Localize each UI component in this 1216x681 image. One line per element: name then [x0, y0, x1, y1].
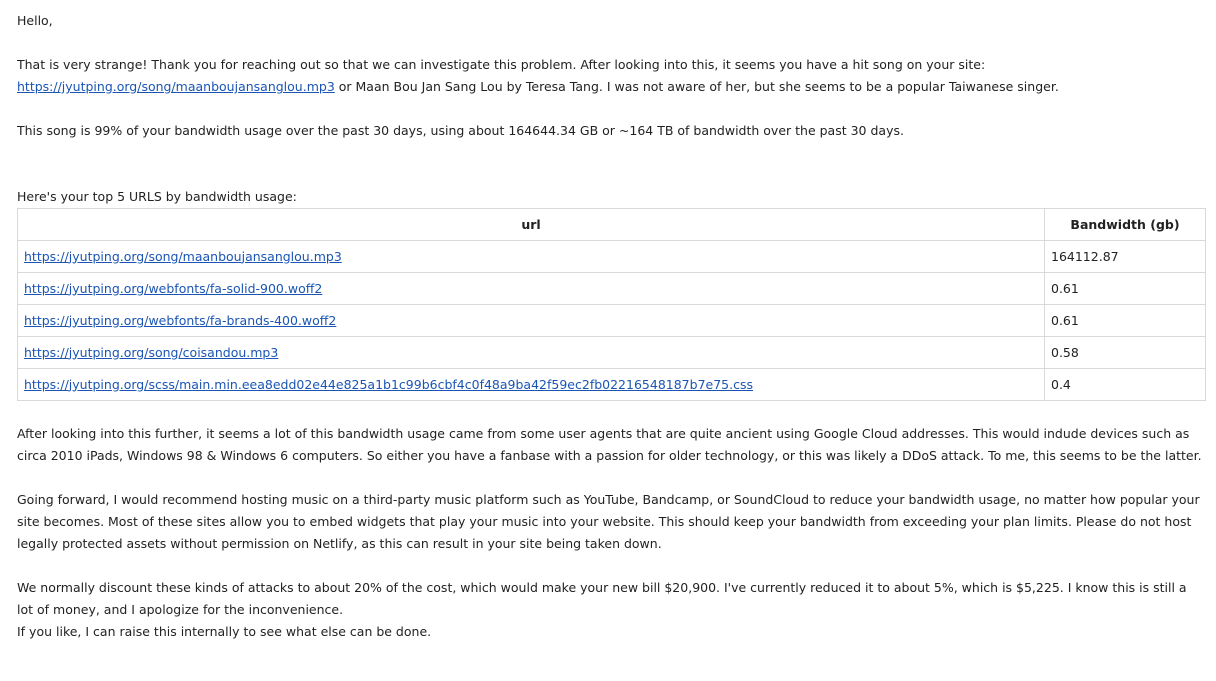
paragraph-intro — [17, 54, 1205, 98]
column-header-url: url — [18, 209, 1045, 241]
table-row — [18, 369, 1206, 401]
bandwidth-table — [17, 208, 1206, 401]
song-link[interactable]: https://jyutping.org/song/maanboujansanglou.mp3 — [17, 79, 335, 94]
url-link[interactable]: https://jyutping.org/song/maanboujansanglou.mp3 — [24, 248, 342, 264]
url-link[interactable]: https://jyutping.org/song/coisandou.mp3 — [24, 344, 279, 360]
bandwidth-cell: 0.61 — [1045, 305, 1206, 337]
table-row — [18, 305, 1206, 337]
url-link[interactable]: https://jyutping.org/webfonts/fa-solid-900.woff2 — [24, 280, 323, 296]
column-header-bandwidth: Bandwidth (gb) — [1045, 209, 1206, 241]
bandwidth-cell: 164112.87 — [1045, 241, 1206, 273]
url-cell — [18, 369, 1045, 401]
email-body — [17, 10, 1205, 643]
url-link[interactable]: https://jyutping.org/scss/main.min.eea8edd02e44e825a1b1c99b6cbf4c0f48a9ba42f59ec2fb02216548187b7e75.css — [24, 376, 753, 392]
url-cell — [18, 337, 1045, 369]
intro-text-after-link: or Maan Bou Jan Sang Lou by Teresa Tang. I was not aware of her, but she seems to be a popular Taiwanese singer. — [334, 79, 1059, 94]
url-cell — [18, 241, 1045, 273]
greeting: Hello, — [17, 13, 53, 28]
url-link[interactable]: https://jyutping.org/webfonts/fa-brands-400.woff2 — [24, 312, 337, 328]
bandwidth-cell: 0.61 — [1045, 273, 1206, 305]
paragraph-discount: We normally discount these kinds of attacks to about 20% of the cost, which would make your new bill $20,900. I've currently reduced it to about 5%, which is $5,225. I know this is still a lot of money, and I apologize for the inconvenience. — [17, 580, 1187, 617]
table-row — [18, 241, 1206, 273]
url-cell — [18, 305, 1045, 337]
table-row — [18, 273, 1206, 305]
intro-text-before-link: That is very strange! Thank you for reaching out so that we can investigate this problem. After looking into this, it seems you have a hit song on your site: — [17, 57, 986, 72]
paragraph-ddos-analysis: After looking into this further, it seems a lot of this bandwidth usage came from some user agents that are quite ancient using Google Cloud addresses. This would indude devices such as circa 2010 iPads, Windows 98 & Windows 6 computers. So either you have a fanbase with a passion for older technology, or this was likely a DDoS attack. To me, this seems to be the latter. — [17, 426, 1202, 463]
paragraph-bandwidth-summary: This song is 99% of your bandwidth usage over the past 30 days, using about 164644.34 GB or ~164 TB of bandwidth over the past 30 days. — [17, 123, 904, 138]
paragraph-followup: If you like, I can raise this internally to see what else can be done. — [17, 624, 432, 639]
table-row — [18, 337, 1206, 369]
table-intro: Here's your top 5 URLS by bandwidth usage: — [17, 189, 297, 204]
url-cell — [18, 273, 1045, 305]
paragraph-recommendation: Going forward, I would recommend hosting music on a third-party music platform such as YouTube, Bandcamp, or SoundCloud to reduce your bandwidth usage, no matter how popular your site becomes. Most of these sites allow you to embed widgets that play your music into your website. This should keep your bandwidth from exceeding your plan limits. Please do not host legally protected assets without permission on Netlify, as this can result in your site being taken down. — [17, 492, 1200, 551]
bandwidth-cell: 0.4 — [1045, 369, 1206, 401]
table-header-row — [18, 209, 1206, 241]
bandwidth-cell: 0.58 — [1045, 337, 1206, 369]
